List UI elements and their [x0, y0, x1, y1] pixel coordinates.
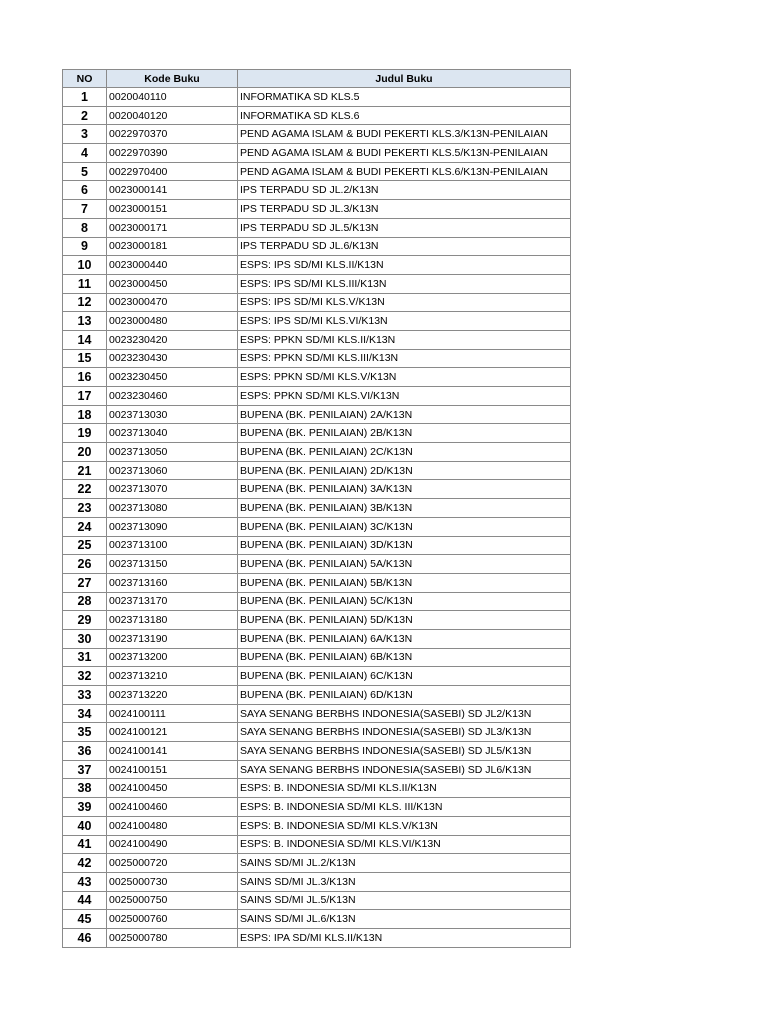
book-title-cell[interactable]: SAYA SENANG BERBHS INDONESIA(SASEBI) SD JL2/K13N [238, 704, 571, 723]
table-row [63, 181, 571, 200]
book-title-cell[interactable]: BUPENA (BK. PENILAIAN) 2B/K13N [238, 424, 571, 443]
header-no: NO [63, 70, 107, 88]
book-code-cell[interactable]: 0023230430 [107, 349, 238, 368]
table-row [63, 854, 571, 873]
book-code-cell[interactable]: 0023230450 [107, 368, 238, 387]
book-code-cell[interactable]: 0024100450 [107, 779, 238, 798]
book-code-cell[interactable]: 0025000750 [107, 891, 238, 910]
table-row [63, 218, 571, 237]
table-row [63, 704, 571, 723]
book-code-cell[interactable]: 0025000720 [107, 854, 238, 873]
book-title-cell[interactable]: ESPS: PPKN SD/MI KLS.VI/K13N [238, 387, 571, 406]
book-title-cell[interactable]: ESPS: PPKN SD/MI KLS.V/K13N [238, 368, 571, 387]
row-number-cell[interactable]: 2 [63, 106, 107, 125]
row-number-cell[interactable]: 40 [63, 816, 107, 835]
table-row [63, 200, 571, 219]
book-title-cell[interactable]: INFORMATIKA SD KLS.6 [238, 106, 571, 125]
row-number-cell[interactable]: 5 [63, 162, 107, 181]
book-code-cell[interactable]: 0023713070 [107, 480, 238, 499]
table-row [63, 443, 571, 462]
row-number-cell[interactable]: 15 [63, 349, 107, 368]
book-code-cell[interactable]: 0023713210 [107, 667, 238, 686]
book-title-cell[interactable]: SAINS SD/MI JL.5/K13N [238, 891, 571, 910]
row-number-cell[interactable]: 31 [63, 648, 107, 667]
table-row [63, 686, 571, 705]
row-number-cell[interactable]: 21 [63, 461, 107, 480]
table-row [63, 611, 571, 630]
book-title-cell[interactable]: SAINS SD/MI JL.6/K13N [238, 910, 571, 929]
book-code-cell[interactable]: 0025000730 [107, 872, 238, 891]
book-title-cell[interactable]: BUPENA (BK. PENILAIAN) 5A/K13N [238, 555, 571, 574]
table-row [63, 667, 571, 686]
table-row [63, 872, 571, 891]
row-number-cell[interactable]: 28 [63, 592, 107, 611]
book-code-cell[interactable]: 0022970370 [107, 125, 238, 144]
table-row [63, 405, 571, 424]
book-code-cell[interactable]: 0020040120 [107, 106, 238, 125]
table-row [63, 256, 571, 275]
row-number-cell[interactable]: 38 [63, 779, 107, 798]
book-code-cell[interactable]: 0023713050 [107, 443, 238, 462]
book-title-cell[interactable]: IPS TERPADU SD JL.2/K13N [238, 181, 571, 200]
book-code-cell[interactable]: 0023713180 [107, 611, 238, 630]
row-number-cell[interactable]: 18 [63, 405, 107, 424]
table-row [63, 723, 571, 742]
book-title-cell[interactable]: ESPS: IPS SD/MI KLS.VI/K13N [238, 312, 571, 331]
book-title-cell[interactable]: PEND AGAMA ISLAM & BUDI PEKERTI KLS.5/K13N-PENILAIAN [238, 144, 571, 163]
book-title-cell[interactable]: ESPS: B. INDONESIA SD/MI KLS.VI/K13N [238, 835, 571, 854]
book-title-cell[interactable]: BUPENA (BK. PENILAIAN) 6A/K13N [238, 629, 571, 648]
book-code-cell[interactable]: 0022970400 [107, 162, 238, 181]
table-row [63, 573, 571, 592]
row-number-cell[interactable]: 43 [63, 872, 107, 891]
book-title-cell[interactable]: ESPS: IPS SD/MI KLS.II/K13N [238, 256, 571, 275]
book-title-cell[interactable]: IPS TERPADU SD JL.3/K13N [238, 200, 571, 219]
header-row [63, 70, 571, 88]
book-code-cell[interactable]: 0023713200 [107, 648, 238, 667]
book-title-cell[interactable]: ESPS: B. INDONESIA SD/MI KLS. III/K13N [238, 798, 571, 817]
book-title-cell[interactable]: ESPS: IPA SD/MI KLS.II/K13N [238, 928, 571, 947]
spreadsheet-area [62, 69, 571, 948]
table-body [63, 88, 571, 948]
book-title-cell[interactable]: SAYA SENANG BERBHS INDONESIA(SASEBI) SD JL6/K13N [238, 760, 571, 779]
book-title-cell[interactable]: BUPENA (BK. PENILAIAN) 5D/K13N [238, 611, 571, 630]
book-code-cell[interactable]: 0023000470 [107, 293, 238, 312]
book-title-cell[interactable]: SAYA SENANG BERBHS INDONESIA(SASEBI) SD JL5/K13N [238, 742, 571, 761]
book-code-cell[interactable]: 0023713090 [107, 517, 238, 536]
table-row [63, 629, 571, 648]
book-code-cell[interactable]: 0023230420 [107, 330, 238, 349]
table-row [63, 835, 571, 854]
book-code-cell[interactable]: 0023713170 [107, 592, 238, 611]
table-row [63, 592, 571, 611]
book-code-cell[interactable]: 0023000171 [107, 218, 238, 237]
table-row [63, 237, 571, 256]
row-number-cell[interactable]: 41 [63, 835, 107, 854]
table-row [63, 891, 571, 910]
book-title-cell[interactable]: BUPENA (BK. PENILAIAN) 2A/K13N [238, 405, 571, 424]
row-number-cell[interactable]: 8 [63, 218, 107, 237]
table-row [63, 798, 571, 817]
row-number-cell[interactable]: 6 [63, 181, 107, 200]
book-title-cell[interactable]: PEND AGAMA ISLAM & BUDI PEKERTI KLS.6/K13N-PENILAIAN [238, 162, 571, 181]
book-code-cell[interactable]: 0025000760 [107, 910, 238, 929]
table-row [63, 480, 571, 499]
row-number-cell[interactable]: 12 [63, 293, 107, 312]
row-number-cell[interactable]: 27 [63, 573, 107, 592]
book-code-cell[interactable]: 0024100121 [107, 723, 238, 742]
book-code-cell[interactable]: 0023713060 [107, 461, 238, 480]
book-code-cell[interactable]: 0023000450 [107, 274, 238, 293]
row-number-cell[interactable]: 14 [63, 330, 107, 349]
book-code-cell[interactable]: 0024100490 [107, 835, 238, 854]
book-table [62, 69, 571, 948]
book-code-cell[interactable]: 0024100480 [107, 816, 238, 835]
row-number-cell[interactable]: 44 [63, 891, 107, 910]
table-row [63, 349, 571, 368]
row-number-cell[interactable]: 13 [63, 312, 107, 331]
row-number-cell[interactable]: 4 [63, 144, 107, 163]
row-number-cell[interactable]: 17 [63, 387, 107, 406]
table-row [63, 517, 571, 536]
book-code-cell[interactable]: 0023713040 [107, 424, 238, 443]
book-title-cell[interactable]: ESPS: B. INDONESIA SD/MI KLS.V/K13N [238, 816, 571, 835]
row-number-cell[interactable]: 7 [63, 200, 107, 219]
book-title-cell[interactable]: BUPENA (BK. PENILAIAN) 3B/K13N [238, 499, 571, 518]
book-code-cell[interactable]: 0023000440 [107, 256, 238, 275]
book-title-cell[interactable]: SAINS SD/MI JL.2/K13N [238, 854, 571, 873]
table-row [63, 424, 571, 443]
row-number-cell[interactable]: 1 [63, 88, 107, 107]
row-number-cell[interactable]: 29 [63, 611, 107, 630]
book-code-cell[interactable]: 0023000141 [107, 181, 238, 200]
book-code-cell[interactable]: 0023000480 [107, 312, 238, 331]
book-code-cell[interactable]: 0023000181 [107, 237, 238, 256]
book-title-cell[interactable]: SAYA SENANG BERBHS INDONESIA(SASEBI) SD JL3/K13N [238, 723, 571, 742]
table-row [63, 330, 571, 349]
book-title-cell[interactable]: BUPENA (BK. PENILAIAN) 2C/K13N [238, 443, 571, 462]
book-title-cell[interactable]: BUPENA (BK. PENILAIAN) 6D/K13N [238, 686, 571, 705]
book-code-cell[interactable]: 0023713080 [107, 499, 238, 518]
book-title-cell[interactable]: ESPS: IPS SD/MI KLS.III/K13N [238, 274, 571, 293]
row-number-cell[interactable]: 42 [63, 854, 107, 873]
table-row [63, 499, 571, 518]
table-row [63, 312, 571, 331]
row-number-cell[interactable]: 3 [63, 125, 107, 144]
row-number-cell[interactable]: 33 [63, 686, 107, 705]
row-number-cell[interactable]: 45 [63, 910, 107, 929]
table-row [63, 555, 571, 574]
book-title-cell[interactable]: BUPENA (BK. PENILAIAN) 6C/K13N [238, 667, 571, 686]
table-row [63, 368, 571, 387]
table-row [63, 760, 571, 779]
row-number-cell[interactable]: 46 [63, 928, 107, 947]
book-title-cell[interactable]: BUPENA (BK. PENILAIAN) 3A/K13N [238, 480, 571, 499]
row-number-cell[interactable]: 37 [63, 760, 107, 779]
table-row [63, 162, 571, 181]
table-row [63, 536, 571, 555]
row-number-cell[interactable]: 39 [63, 798, 107, 817]
book-title-cell[interactable]: ESPS: IPS SD/MI KLS.V/K13N [238, 293, 571, 312]
book-code-cell[interactable]: 0023713220 [107, 686, 238, 705]
book-code-cell[interactable]: 0020040110 [107, 88, 238, 107]
book-title-cell[interactable]: BUPENA (BK. PENILAIAN) 3C/K13N [238, 517, 571, 536]
table-row [63, 648, 571, 667]
header-kode-buku: Kode Buku [107, 70, 238, 88]
table-row [63, 88, 571, 107]
book-code-cell[interactable]: 0025000780 [107, 928, 238, 947]
table-row [63, 816, 571, 835]
book-code-cell[interactable]: 0023230460 [107, 387, 238, 406]
row-number-cell[interactable]: 20 [63, 443, 107, 462]
book-code-cell[interactable]: 0022970390 [107, 144, 238, 163]
book-code-cell[interactable]: 0024100141 [107, 742, 238, 761]
book-code-cell[interactable]: 0023713150 [107, 555, 238, 574]
table-row [63, 293, 571, 312]
table-row [63, 125, 571, 144]
row-number-cell[interactable]: 36 [63, 742, 107, 761]
book-title-cell[interactable]: BUPENA (BK. PENILAIAN) 5B/K13N [238, 573, 571, 592]
row-number-cell[interactable]: 23 [63, 499, 107, 518]
row-number-cell[interactable]: 9 [63, 237, 107, 256]
table-row [63, 106, 571, 125]
book-title-cell[interactable]: SAINS SD/MI JL.3/K13N [238, 872, 571, 891]
book-title-cell[interactable]: IPS TERPADU SD JL.5/K13N [238, 218, 571, 237]
row-number-cell[interactable]: 16 [63, 368, 107, 387]
book-title-cell[interactable]: PEND AGAMA ISLAM & BUDI PEKERTI KLS.3/K13N-PENILAIAN [238, 125, 571, 144]
header-judul-buku: Judul Buku [238, 70, 571, 88]
book-title-cell[interactable]: IPS TERPADU SD JL.6/K13N [238, 237, 571, 256]
row-number-cell[interactable]: 30 [63, 629, 107, 648]
table-row [63, 742, 571, 761]
table-row [63, 779, 571, 798]
row-number-cell[interactable]: 32 [63, 667, 107, 686]
book-title-cell[interactable]: BUPENA (BK. PENILAIAN) 5C/K13N [238, 592, 571, 611]
table-row [63, 144, 571, 163]
row-number-cell[interactable]: 26 [63, 555, 107, 574]
book-code-cell[interactable]: 0024100460 [107, 798, 238, 817]
book-code-cell[interactable]: 0023713190 [107, 629, 238, 648]
row-number-cell[interactable]: 25 [63, 536, 107, 555]
book-code-cell[interactable]: 0023713160 [107, 573, 238, 592]
book-code-cell[interactable]: 0023713030 [107, 405, 238, 424]
row-number-cell[interactable]: 34 [63, 704, 107, 723]
book-title-cell[interactable]: BUPENA (BK. PENILAIAN) 2D/K13N [238, 461, 571, 480]
book-code-cell[interactable]: 0023000151 [107, 200, 238, 219]
row-number-cell[interactable]: 19 [63, 424, 107, 443]
book-title-cell[interactable]: ESPS: B. INDONESIA SD/MI KLS.II/K13N [238, 779, 571, 798]
book-title-cell[interactable]: BUPENA (BK. PENILAIAN) 3D/K13N [238, 536, 571, 555]
book-code-cell[interactable]: 0023713100 [107, 536, 238, 555]
table-row [63, 387, 571, 406]
table-row [63, 928, 571, 947]
book-code-cell[interactable]: 0024100151 [107, 760, 238, 779]
row-number-cell[interactable]: 24 [63, 517, 107, 536]
book-title-cell[interactable]: ESPS: PPKN SD/MI KLS.III/K13N [238, 349, 571, 368]
row-number-cell[interactable]: 10 [63, 256, 107, 275]
book-code-cell[interactable]: 0024100111 [107, 704, 238, 723]
book-title-cell[interactable]: ESPS: PPKN SD/MI KLS.II/K13N [238, 330, 571, 349]
row-number-cell[interactable]: 22 [63, 480, 107, 499]
table-row [63, 274, 571, 293]
table-row [63, 461, 571, 480]
book-title-cell[interactable]: BUPENA (BK. PENILAIAN) 6B/K13N [238, 648, 571, 667]
row-number-cell[interactable]: 35 [63, 723, 107, 742]
table-row [63, 910, 571, 929]
book-title-cell[interactable]: INFORMATIKA SD KLS.5 [238, 88, 571, 107]
row-number-cell[interactable]: 11 [63, 274, 107, 293]
